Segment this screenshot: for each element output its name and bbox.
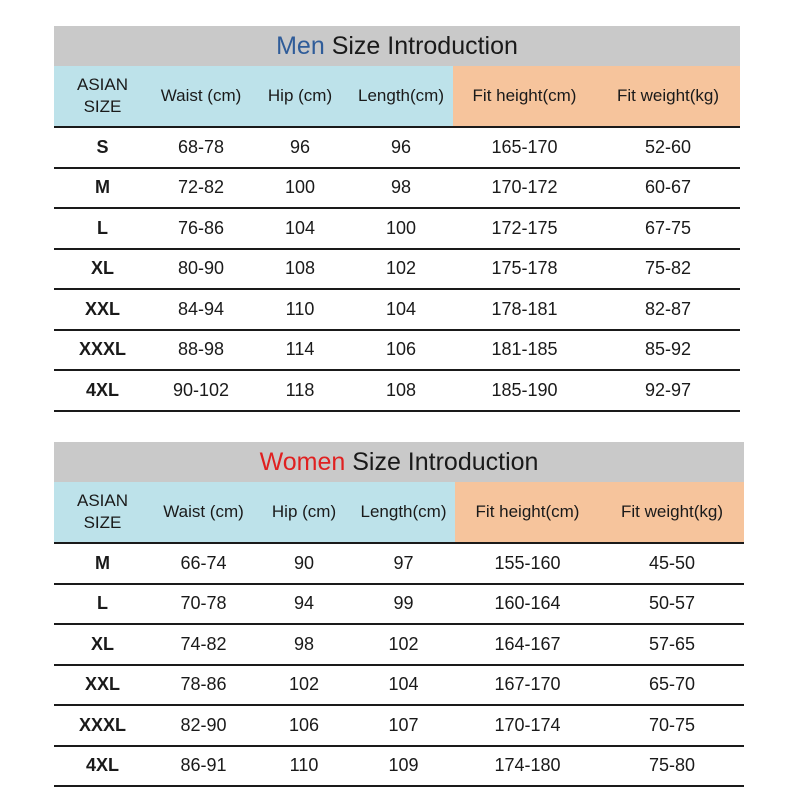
hip-cell: 110 [251, 289, 349, 330]
hip-cell: 100 [251, 168, 349, 209]
fit-weight-cell: 60-67 [596, 168, 740, 209]
men-header-size: ASIAN SIZE [54, 66, 151, 127]
fit-weight-cell: 52-60 [596, 127, 740, 168]
waist-cell: 76-86 [151, 208, 251, 249]
length-cell: 97 [352, 543, 455, 584]
fit-height-cell: 181-185 [453, 330, 596, 371]
fit-weight-cell: 70-75 [600, 705, 744, 746]
men-table-row [54, 208, 740, 249]
men-table-row [54, 127, 740, 168]
size-cell: 4XL [54, 746, 151, 787]
fit-weight-cell: 67-75 [596, 208, 740, 249]
waist-cell: 66-74 [151, 543, 256, 584]
men-table-row [54, 370, 740, 411]
fit-weight-cell: 75-80 [600, 746, 744, 787]
waist-cell: 82-90 [151, 705, 256, 746]
length-cell: 109 [352, 746, 455, 787]
men-header-waist: Waist (cm) [151, 66, 251, 127]
fit-weight-cell: 57-65 [600, 624, 744, 665]
women-size-table [54, 442, 744, 787]
length-cell: 98 [349, 168, 453, 209]
size-cell: S [54, 127, 151, 168]
men-title-row [54, 26, 740, 66]
hip-cell: 102 [256, 665, 352, 706]
length-cell: 104 [352, 665, 455, 706]
fit-height-cell: 185-190 [453, 370, 596, 411]
length-cell: 102 [352, 624, 455, 665]
men-title-rest: Size Introduction [324, 31, 518, 60]
size-cell: XXXL [54, 705, 151, 746]
fit-weight-cell: 50-57 [600, 584, 744, 625]
hip-cell: 96 [251, 127, 349, 168]
waist-cell: 72-82 [151, 168, 251, 209]
women-table-row [54, 746, 744, 787]
length-cell: 96 [349, 127, 453, 168]
women-table-row [54, 705, 744, 746]
men-size-table [54, 26, 740, 412]
size-cell: XL [54, 249, 151, 290]
length-cell: 104 [349, 289, 453, 330]
length-cell: 107 [352, 705, 455, 746]
fit-weight-cell: 82-87 [596, 289, 740, 330]
waist-cell: 74-82 [151, 624, 256, 665]
size-cell: XXXL [54, 330, 151, 371]
size-cell: L [54, 208, 151, 249]
fit-weight-cell: 45-50 [600, 543, 744, 584]
women-table-row [54, 543, 744, 584]
men-header-fit-height: Fit height(cm) [453, 66, 596, 127]
women-table-row [54, 584, 744, 625]
women-header-length: Length(cm) [352, 482, 455, 543]
hip-cell: 90 [256, 543, 352, 584]
fit-weight-cell: 92-97 [596, 370, 740, 411]
length-cell: 106 [349, 330, 453, 371]
size-cell: XL [54, 624, 151, 665]
men-table-row [54, 330, 740, 371]
fit-height-cell: 167-170 [455, 665, 600, 706]
women-table-row [54, 665, 744, 706]
length-cell: 102 [349, 249, 453, 290]
size-cell: L [54, 584, 151, 625]
women-header-waist: Waist (cm) [151, 482, 256, 543]
length-cell: 100 [349, 208, 453, 249]
men-table-row [54, 168, 740, 209]
men-table-title [54, 26, 740, 66]
women-title-rest: Size Introduction [345, 447, 539, 476]
hip-cell: 108 [251, 249, 349, 290]
fit-height-cell: 155-160 [455, 543, 600, 584]
women-title-accent: Women [259, 447, 346, 476]
men-table-row [54, 249, 740, 290]
women-table-title [54, 442, 744, 482]
waist-cell: 86-91 [151, 746, 256, 787]
waist-cell: 84-94 [151, 289, 251, 330]
women-header-row [54, 482, 744, 543]
hip-cell: 110 [256, 746, 352, 787]
women-header-fit-weight: Fit weight(kg) [600, 482, 744, 543]
length-cell: 108 [349, 370, 453, 411]
men-header-length: Length(cm) [349, 66, 453, 127]
women-header-hip: Hip (cm) [256, 482, 352, 543]
hip-cell: 94 [256, 584, 352, 625]
fit-height-cell: 175-178 [453, 249, 596, 290]
size-cell: M [54, 543, 151, 584]
women-table-row [54, 624, 744, 665]
waist-cell: 90-102 [151, 370, 251, 411]
men-table-row [54, 289, 740, 330]
fit-weight-cell: 85-92 [596, 330, 740, 371]
hip-cell: 104 [251, 208, 349, 249]
women-header-size: ASIAN SIZE [54, 482, 151, 543]
men-header-fit-weight: Fit weight(kg) [596, 66, 740, 127]
waist-cell: 68-78 [151, 127, 251, 168]
fit-weight-cell: 65-70 [600, 665, 744, 706]
size-cell: XXL [54, 289, 151, 330]
fit-height-cell: 170-172 [453, 168, 596, 209]
women-header-fit-height: Fit height(cm) [455, 482, 600, 543]
fit-height-cell: 174-180 [455, 746, 600, 787]
size-cell: M [54, 168, 151, 209]
hip-cell: 98 [256, 624, 352, 665]
length-cell: 99 [352, 584, 455, 625]
fit-height-cell: 172-175 [453, 208, 596, 249]
waist-cell: 88-98 [151, 330, 251, 371]
fit-weight-cell: 75-82 [596, 249, 740, 290]
men-header-row [54, 66, 740, 127]
fit-height-cell: 160-164 [455, 584, 600, 625]
size-cell: 4XL [54, 370, 151, 411]
hip-cell: 114 [251, 330, 349, 371]
hip-cell: 106 [256, 705, 352, 746]
waist-cell: 80-90 [151, 249, 251, 290]
women-title-row [54, 442, 744, 482]
men-title-accent: Men [276, 31, 325, 60]
men-header-hip: Hip (cm) [251, 66, 349, 127]
waist-cell: 78-86 [151, 665, 256, 706]
fit-height-cell: 170-174 [455, 705, 600, 746]
fit-height-cell: 164-167 [455, 624, 600, 665]
fit-height-cell: 165-170 [453, 127, 596, 168]
size-cell: XXL [54, 665, 151, 706]
fit-height-cell: 178-181 [453, 289, 596, 330]
waist-cell: 70-78 [151, 584, 256, 625]
hip-cell: 118 [251, 370, 349, 411]
